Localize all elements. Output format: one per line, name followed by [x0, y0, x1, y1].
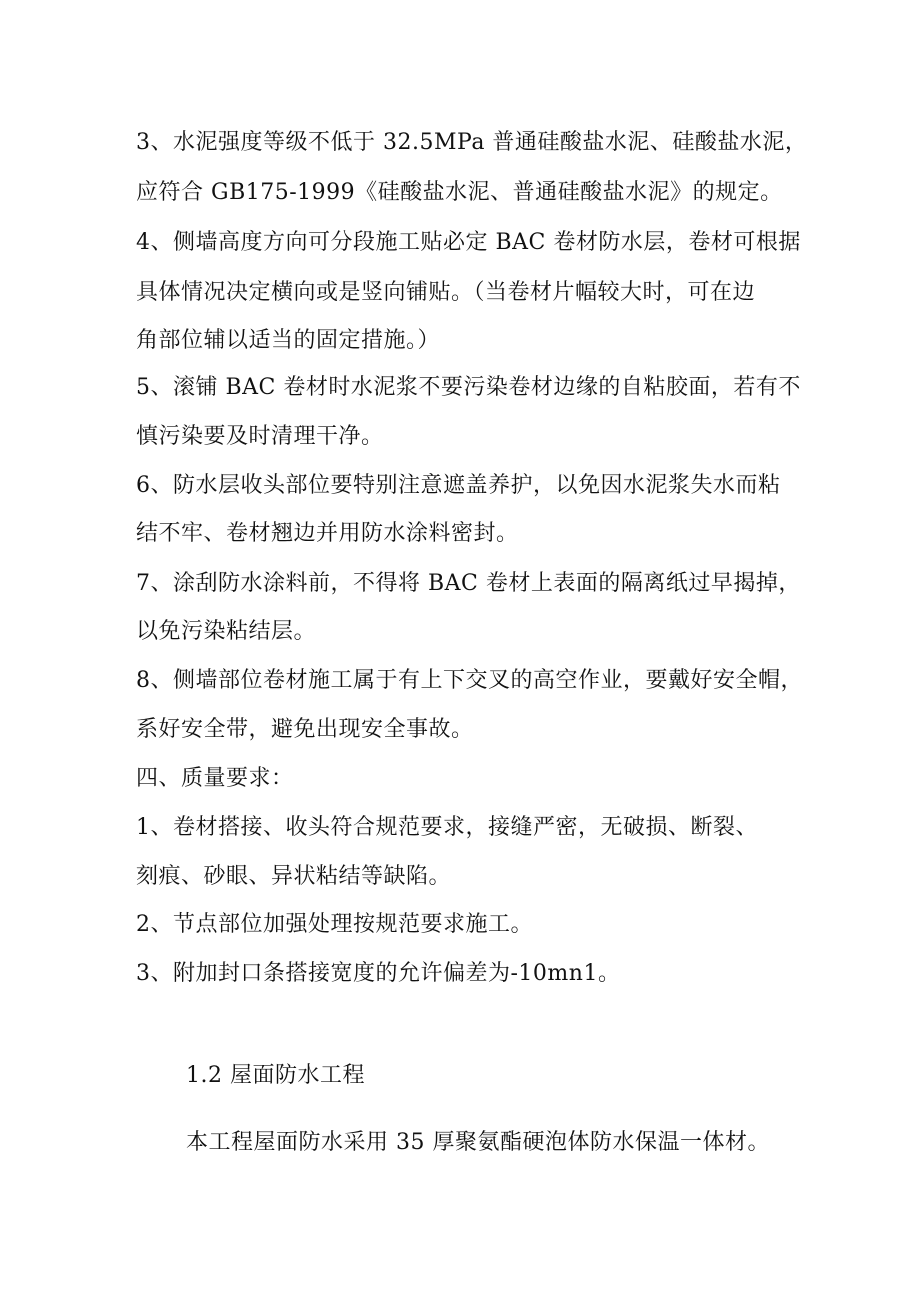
- text-line: 结不牢、卷材翘边并用防水涂料密封。: [136, 521, 519, 546]
- text-line: 刻痕、砂眼、异状粘结等缺陷。: [136, 864, 452, 889]
- text-line: 4、侧墙高度方向可分段施工贴必定 BAC 卷材防水层，卷材可根据: [136, 230, 801, 255]
- section-body: 本工程屋面防水采用 35 厚聚氨酯硬泡体防水保温一体材。: [186, 1130, 770, 1155]
- text-line: 慎污染要及时清理干净。: [136, 424, 384, 449]
- text-line: 具体情况决定横向或是竖向铺贴。（当卷材片幅较大时，可在边: [136, 280, 756, 305]
- text-line: 系好安全带，避免出现安全事故。: [136, 717, 474, 742]
- text-line: 3、附加封口条搭接宽度的允许偏差为-10mn1。: [136, 961, 621, 986]
- text-line: 7、涂刮防水涂料前，不得将 BAC 卷材上表面的隔离纸过早揭掉，: [136, 571, 801, 596]
- text-line: 角部位辅以适当的固定措施。）: [136, 328, 441, 353]
- text-line: 应符合 GB175-1999《硅酸盐水泥、普通硅酸盐水泥》的规定。: [136, 180, 783, 205]
- text-line: 3、水泥强度等级不低于 32.5MPa 普通硅酸盐水泥、硅酸盐水泥，: [136, 130, 808, 155]
- text-line: 5、滚铺 BAC 卷材时水泥浆不要污染卷材边缘的自粘胶面，若有不: [136, 375, 801, 400]
- text-line: 以免污染粘结层。: [136, 619, 317, 644]
- section-title: 四、质量要求：: [136, 766, 294, 791]
- text-line: 2、节点部位加强处理按规范要求施工。: [136, 912, 533, 937]
- text-line: 1、卷材搭接、收头符合规范要求，接缝严密，无破损、断裂、: [136, 815, 758, 840]
- section-heading: 1.2 屋面防水工程: [186, 1063, 365, 1088]
- text-line: 8、侧墙部位卷材施工属于有上下交叉的高空作业，要戴好安全帽，: [136, 668, 803, 693]
- text-line: 6、防水层收头部位要特别注意遮盖养护，以免因水泥浆失水而粘: [136, 473, 781, 498]
